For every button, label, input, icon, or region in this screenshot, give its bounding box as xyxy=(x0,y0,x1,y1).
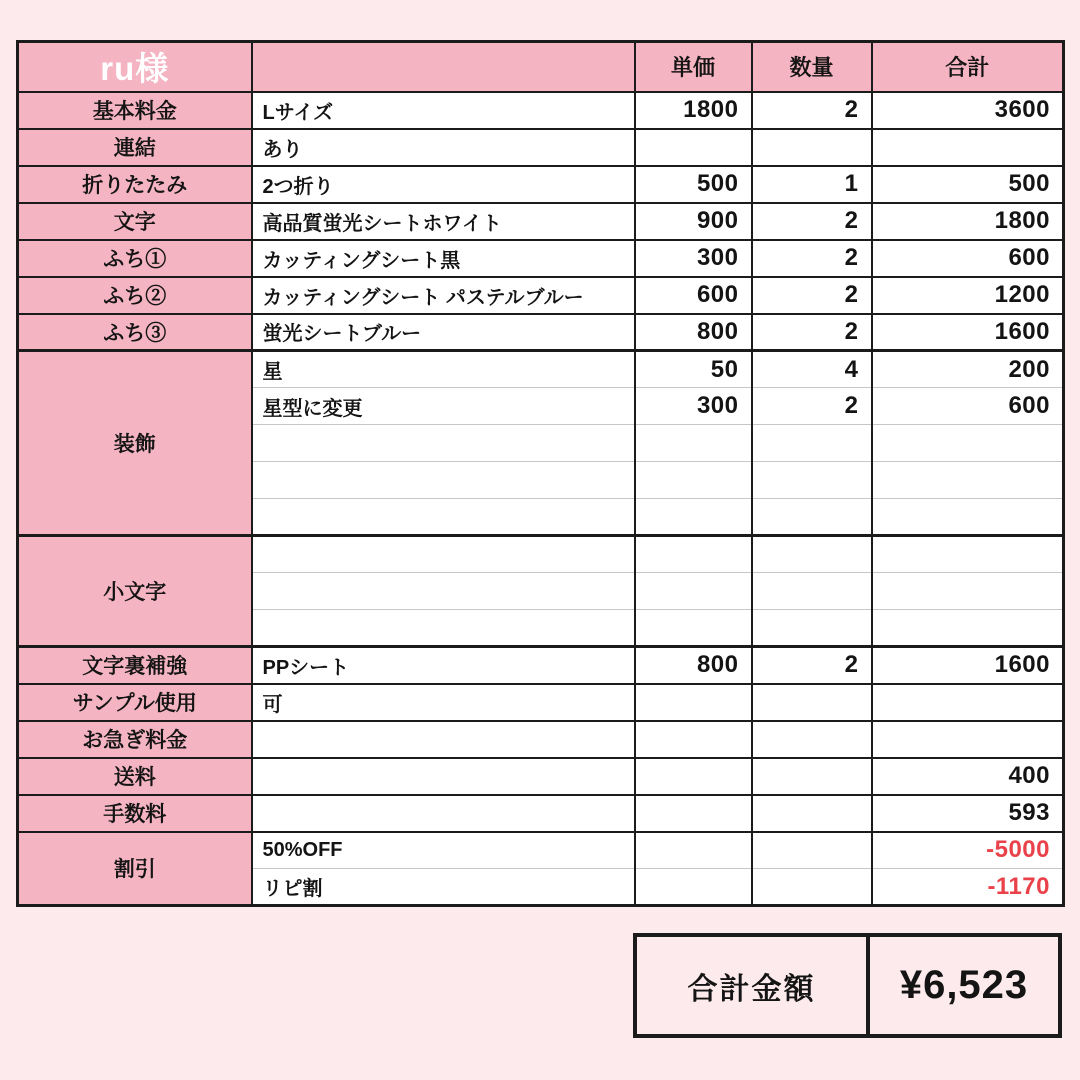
row-label: 連結 xyxy=(18,129,252,166)
item-desc xyxy=(252,425,635,462)
quantity-cell xyxy=(752,462,872,499)
quantity-cell xyxy=(752,499,872,536)
item-desc: カッティングシート黒 xyxy=(252,240,635,277)
total-cell-negative: -1170 xyxy=(872,869,1064,906)
quantity-cell: 2 xyxy=(752,203,872,240)
unit-price-cell: 300 xyxy=(635,388,752,425)
unit-price-cell: 300 xyxy=(635,240,752,277)
table-row-edge-2 xyxy=(18,277,1064,314)
row-label: 文字 xyxy=(18,203,252,240)
total-cell: 3600 xyxy=(872,92,1064,129)
customer-name: ru様 xyxy=(18,42,252,92)
item-desc: リピ割 xyxy=(252,869,635,906)
quantity-cell: 2 xyxy=(752,277,872,314)
total-cell xyxy=(872,129,1064,166)
unit-price-cell xyxy=(635,573,752,610)
col-header-quantity: 数量 xyxy=(752,42,872,92)
item-desc: PPシート xyxy=(252,647,635,684)
quantity-cell xyxy=(752,684,872,721)
total-cell: 200 xyxy=(872,351,1064,388)
row-label: ふち② xyxy=(18,277,252,314)
item-desc: あり xyxy=(252,129,635,166)
table-row-sample-use xyxy=(18,684,1064,721)
item-desc xyxy=(252,573,635,610)
item-desc: 2つ折り xyxy=(252,166,635,203)
header-row xyxy=(18,42,1064,92)
quantity-cell xyxy=(752,869,872,906)
total-cell xyxy=(872,499,1064,536)
grand-total-box xyxy=(633,933,1062,1038)
table-row-edge-1 xyxy=(18,240,1064,277)
quantity-cell xyxy=(752,573,872,610)
item-desc xyxy=(252,462,635,499)
unit-price-cell: 500 xyxy=(635,166,752,203)
total-cell xyxy=(872,425,1064,462)
row-label: お急ぎ料金 xyxy=(18,721,252,758)
unit-price-cell xyxy=(635,536,752,573)
total-cell xyxy=(872,573,1064,610)
quantity-cell xyxy=(752,425,872,462)
quantity-cell: 1 xyxy=(752,166,872,203)
table-row-edge-3 xyxy=(18,314,1064,351)
table-row-backing xyxy=(18,647,1064,684)
unit-price-cell: 1800 xyxy=(635,92,752,129)
table-row-handling-fee xyxy=(18,795,1064,832)
item-desc: 可 xyxy=(252,684,635,721)
row-label-small-letters: 小文字 xyxy=(18,536,252,647)
unit-price-cell xyxy=(635,610,752,647)
item-desc xyxy=(252,610,635,647)
total-cell: 600 xyxy=(872,240,1064,277)
table-row-decoration-star xyxy=(18,351,1064,388)
item-desc: 星型に変更 xyxy=(252,388,635,425)
total-cell: 1200 xyxy=(872,277,1064,314)
header-item-cell xyxy=(252,42,635,92)
item-desc: Lサイズ xyxy=(252,92,635,129)
row-label: 送料 xyxy=(18,758,252,795)
total-cell: 600 xyxy=(872,388,1064,425)
row-label: サンプル使用 xyxy=(18,684,252,721)
total-cell xyxy=(872,610,1064,647)
item-desc: 蛍光シートブルー xyxy=(252,314,635,351)
col-header-unit-price: 単価 xyxy=(635,42,752,92)
quantity-cell xyxy=(752,795,872,832)
quantity-cell xyxy=(752,832,872,869)
item-desc: 高品質蛍光シートホワイト xyxy=(252,203,635,240)
unit-price-cell xyxy=(635,869,752,906)
unit-price-cell xyxy=(635,499,752,536)
grand-total-label: 合計金額 xyxy=(637,937,870,1034)
total-cell: 400 xyxy=(872,758,1064,795)
unit-price-cell xyxy=(635,832,752,869)
unit-price-cell xyxy=(635,462,752,499)
grand-total-amount: ¥6,523 xyxy=(899,963,1029,1007)
total-cell: 500 xyxy=(872,166,1064,203)
total-cell: 1800 xyxy=(872,203,1064,240)
item-desc xyxy=(252,536,635,573)
quantity-cell xyxy=(752,610,872,647)
unit-price-cell xyxy=(635,758,752,795)
row-label: ふち① xyxy=(18,240,252,277)
col-header-total: 合計 xyxy=(872,42,1064,92)
quantity-cell xyxy=(752,129,872,166)
table-row-rush-fee xyxy=(18,721,1064,758)
row-label: 折りたたみ xyxy=(18,166,252,203)
table-row-shipping xyxy=(18,758,1064,795)
item-desc xyxy=(252,721,635,758)
total-cell xyxy=(872,684,1064,721)
price-table xyxy=(16,40,1065,907)
table-row-small-letters xyxy=(18,536,1064,573)
unit-price-cell: 800 xyxy=(635,647,752,684)
total-cell: 1600 xyxy=(872,647,1064,684)
table-row-folding xyxy=(18,166,1064,203)
total-cell: 593 xyxy=(872,795,1064,832)
row-label: 文字裏補強 xyxy=(18,647,252,684)
quantity-cell: 2 xyxy=(752,314,872,351)
unit-price-cell xyxy=(635,721,752,758)
unit-price-cell: 600 xyxy=(635,277,752,314)
item-desc: 星 xyxy=(252,351,635,388)
unit-price-cell: 900 xyxy=(635,203,752,240)
table-row-letters xyxy=(18,203,1064,240)
row-label: 手数料 xyxy=(18,795,252,832)
row-label: ふち③ xyxy=(18,314,252,351)
quantity-cell xyxy=(752,721,872,758)
quantity-cell: 4 xyxy=(752,351,872,388)
row-label: 基本料金 xyxy=(18,92,252,129)
unit-price-cell xyxy=(635,129,752,166)
total-cell: 1600 xyxy=(872,314,1064,351)
total-cell xyxy=(872,721,1064,758)
item-desc xyxy=(252,795,635,832)
unit-price-cell: 800 xyxy=(635,314,752,351)
unit-price-cell xyxy=(635,684,752,721)
table-row-link xyxy=(18,129,1064,166)
quantity-cell: 2 xyxy=(752,92,872,129)
table-row-base-fee xyxy=(18,92,1064,129)
item-desc xyxy=(252,758,635,795)
item-desc xyxy=(252,499,635,536)
row-label-discount: 割引 xyxy=(18,832,252,906)
total-cell xyxy=(872,536,1064,573)
unit-price-cell: 50 xyxy=(635,351,752,388)
row-label-decoration: 装飾 xyxy=(18,351,252,536)
total-cell xyxy=(872,462,1064,499)
quantity-cell: 2 xyxy=(752,388,872,425)
quantity-cell: 2 xyxy=(752,240,872,277)
total-cell-negative: -5000 xyxy=(872,832,1064,869)
quantity-cell xyxy=(752,536,872,573)
item-desc: カッティングシート パステルブルー xyxy=(252,277,635,314)
table-row-discount-50off xyxy=(18,832,1064,869)
unit-price-cell xyxy=(635,425,752,462)
quantity-cell: 2 xyxy=(752,647,872,684)
unit-price-cell xyxy=(635,795,752,832)
item-desc: 50%OFF xyxy=(252,832,635,869)
quantity-cell xyxy=(752,758,872,795)
